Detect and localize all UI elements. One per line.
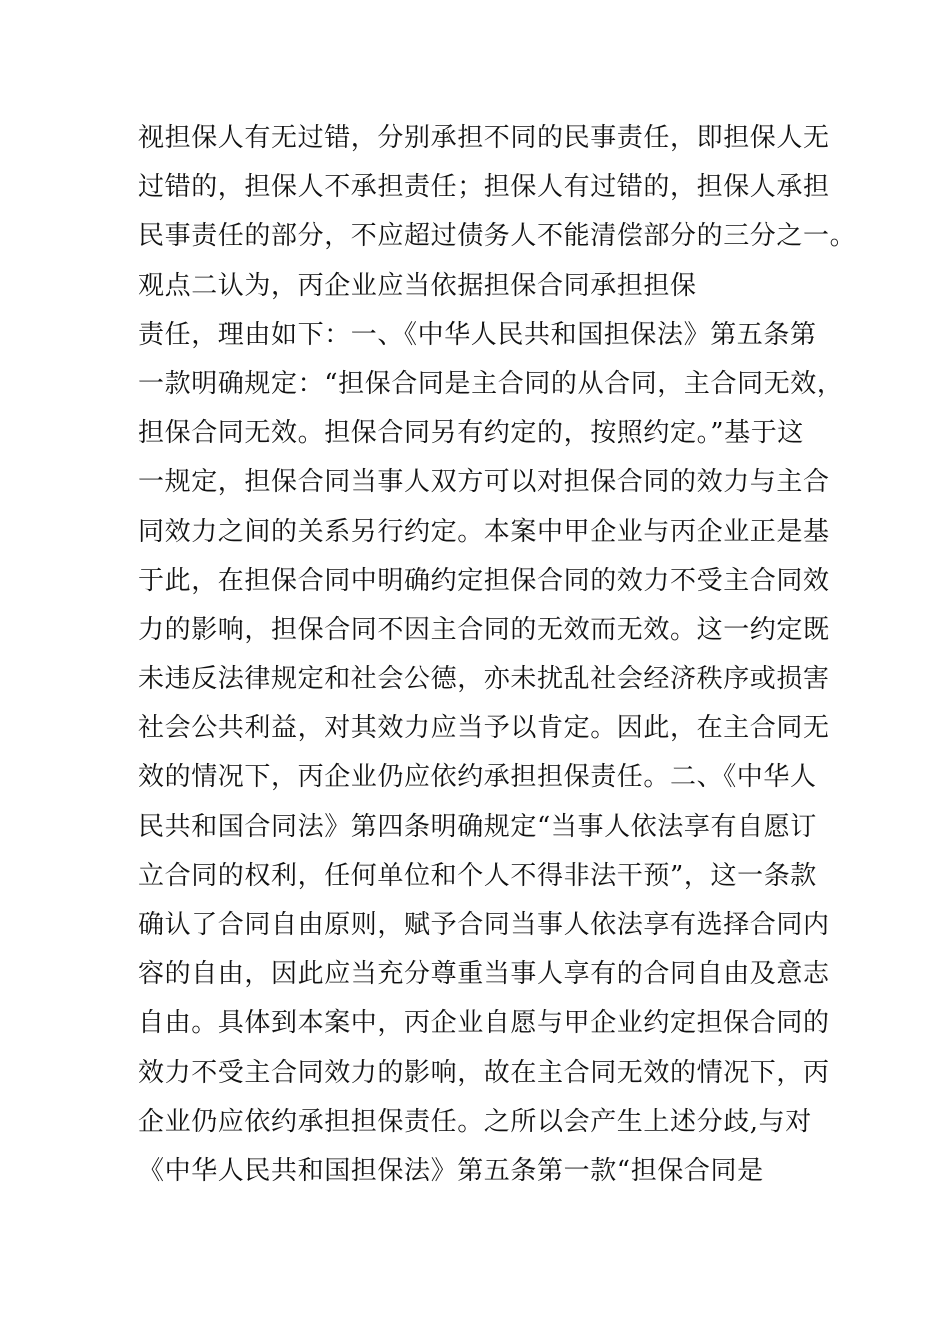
- text-line-1: 视担保人有无过错，分别承担不同的民事责任，即担保人无: [138, 123, 830, 153]
- text-line-18: 容的自由，因此应当充分尊重当事人享有的合同自由及意志: [138, 959, 830, 990]
- text-line-3: 民事责任的部分，不应超过债务人不能清偿部分的三分之一。: [138, 221, 857, 252]
- text-line-16: 立合同的权利，任何单位和个人不得非法干预”，这一条款: [138, 860, 817, 891]
- text-line-5: 责任，理由如下：一、《中华人民共和国担保法》第五条第: [138, 319, 817, 350]
- text-line-7: 担保合同无效。担保合同另有约定的，按照约定。”基于这: [138, 418, 804, 449]
- text-line-12: 未违反法律规定和社会公德，亦未扰乱社会经济秩序或损害: [138, 664, 830, 695]
- text-line-9: 同效力之间的关系另行约定。本案中甲企业与丙企业正是基: [138, 516, 830, 547]
- text-line-17: 确认了合同自由原则，赋予合同当事人依法享有选择合同内: [138, 910, 830, 940]
- text-line-4: 观点二认为，丙企业应当依据担保合同承担担保: [138, 270, 697, 301]
- text-line-13: 社会公共利益，对其效力应当予以肯定。因此，在主合同无: [138, 713, 830, 744]
- text-line-8: 一规定，担保合同当事人双方可以对担保合同的效力与主合: [138, 467, 830, 498]
- text-line-21: 企业仍应依约承担担保责任。之所以会产生上述分歧,与对: [138, 1106, 812, 1137]
- text-line-10: 于此，在担保合同中明确约定担保合同的效力不受主合同效: [138, 565, 830, 596]
- text-line-11: 力的影响，担保合同不因主合同的无效而无效。这一约定既: [138, 614, 830, 645]
- text-line-19: 自由。具体到本案中，丙企业自愿与甲企业约定担保合同的: [138, 1008, 830, 1039]
- text-line-20: 效力不受主合同效力的影响，故在主合同无效的情况下，丙: [138, 1057, 830, 1088]
- text-line-22: 《中华人民共和国担保法》第五条第一款“担保合同是: [138, 1155, 764, 1186]
- body-text: [138, 114, 857, 1196]
- text-line-2: 过错的，担保人不承担责任；担保人有过错的，担保人承担: [138, 172, 830, 203]
- text-line-6: 一款明确规定：“担保合同是主合同的从合同，主合同无效，: [138, 368, 844, 399]
- text-line-14: 效的情况下，丙企业仍应依约承担担保责任。二、《中华人: [138, 762, 817, 793]
- text-line-15: 民共和国合同法》第四条明确规定“当事人依法享有自愿订: [138, 811, 817, 842]
